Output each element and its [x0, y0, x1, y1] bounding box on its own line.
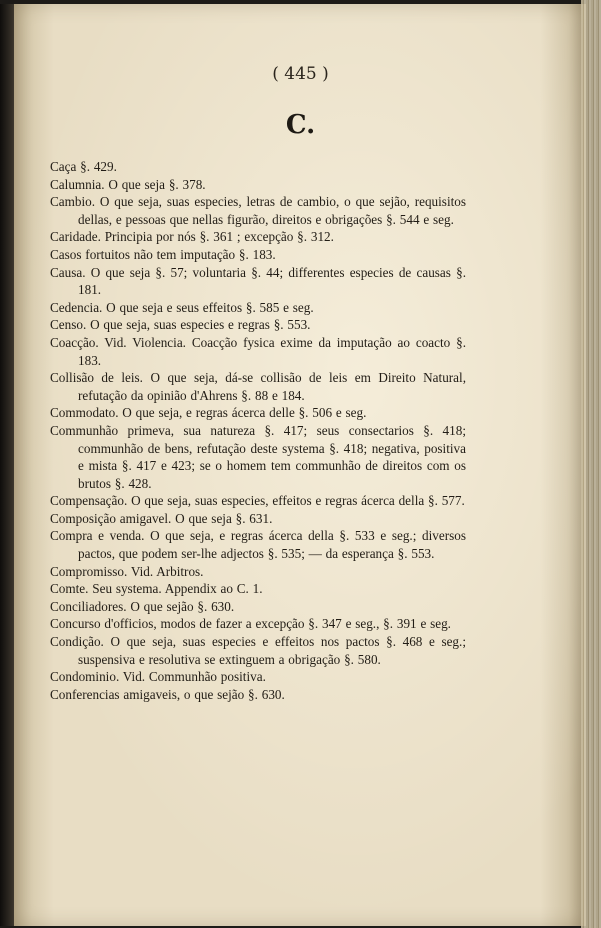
index-entries — [50, 158, 466, 703]
index-entry: Censo. O que seja, suas especies e regras §. 553. — [50, 317, 311, 333]
index-entry: Coacção. Vid. Violencia. Coacção fysica exime da imputação ao coacto §. 183. — [50, 334, 466, 368]
page-number: ( 445 ) — [272, 64, 329, 84]
index-entry: Comte. Seu systema. Appendix ao C. 1. — [50, 581, 263, 597]
section-heading: C. — [285, 110, 316, 140]
index-entry: Cedencia. O que seja e seus effeitos §. 585 e seg. — [50, 299, 314, 315]
index-entry: Collisão de leis. O que seja, dá-se collisão de leis em Direito Natural, refutação da opinião d'Ahrens §. 88 e 184. — [50, 370, 466, 403]
index-entry: Condominio. Vid. Communhão positiva. — [50, 669, 266, 685]
index-entry: Compensação. O que seja, suas especies, effeitos e regras ácerca della §. 577. — [50, 493, 465, 509]
index-entry: Communhão primeva, sua natureza §. 417; seus consectarios §. 418; communhão de bens, refutação deste systema §. 418; negativa, positiva e mista §. 417 e 423; se o homem tem communhão de direitos com os brutos §. 428. — [50, 422, 466, 491]
index-entry: Concurso d'officios, modos de fazer a excepção §. 347 e seg., §. 391 e seg. — [50, 616, 451, 632]
index-entry: Compra e venda. O que seja, e regras ácerca della §. 533 e seg.; diversos pactos, que podem ser-lhe adjectos §. 535; — da esperança §. 553. — [50, 528, 466, 562]
index-entry: Compromisso. Vid. Arbitros. — [50, 563, 204, 579]
index-entry: Casos fortuitos não tem imputação §. 183. — [50, 246, 276, 262]
index-entry: Caridade. Principia por nós §. 361 ; excepção §. 312. — [50, 229, 334, 245]
index-entry: Causa. O que seja §. 57; voluntaria §. 44; differentes especies de causas §. 181. — [50, 264, 466, 298]
index-entry: Commodato. O que seja, e regras ácerca delle §. 506 e seg. — [50, 405, 367, 421]
index-entry: Caça §. 429. — [50, 159, 117, 174]
index-entry: Calumnia. O que seja §. 378. — [50, 176, 206, 192]
index-entry: Condição. O que seja, suas especies e effeitos nos pactos §. 468 e seg.; suspensiva e resolutiva se extinguem a obrigação §. 580. — [50, 634, 466, 667]
index-entry: Conciliadores. O que sejão §. 630. — [50, 598, 235, 614]
index-entry: Composição amigavel. O que seja §. 631. — [50, 510, 273, 526]
index-entry: Cambio. O que seja, suas especies, letras de cambio, o que sejão, requisitos dellas, e pessoas que nellas figurão, direitos e obrigações §. 544 e seg. — [50, 194, 466, 227]
index-entry: Conferencias amigaveis, o que sejão §. 630. — [50, 686, 285, 702]
